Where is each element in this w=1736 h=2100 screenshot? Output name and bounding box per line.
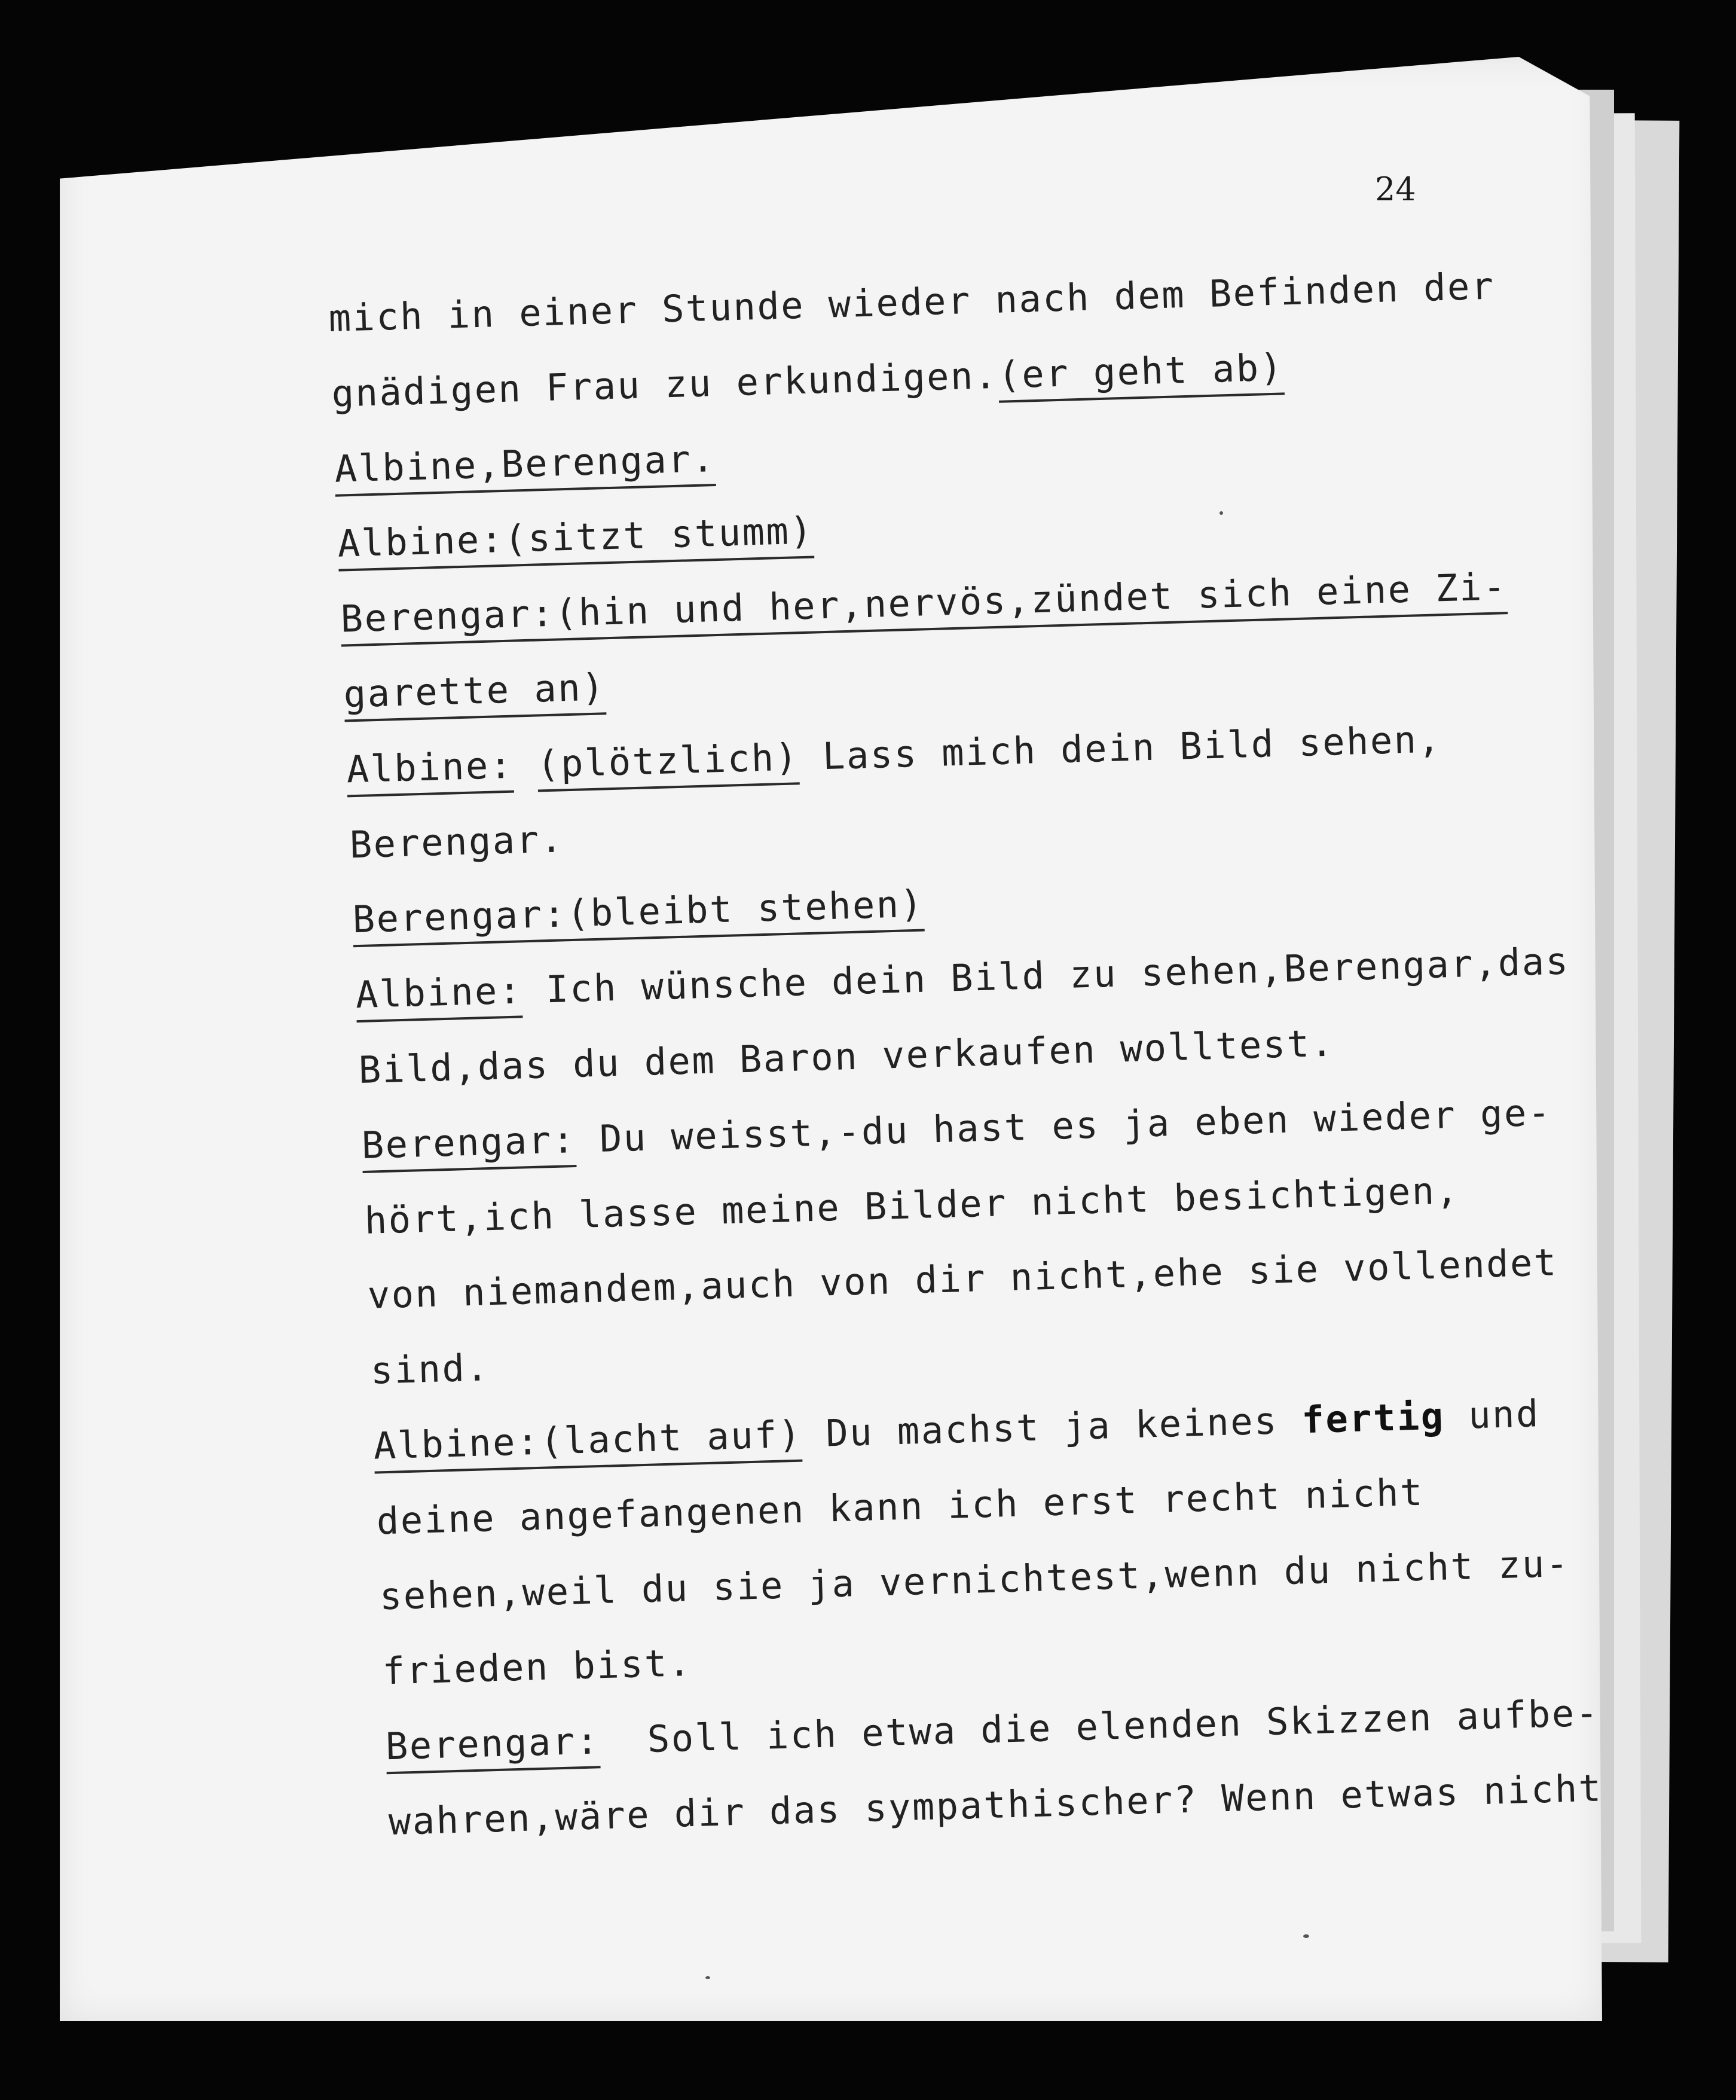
text-run: gnädigen Frau zu erkundigen. xyxy=(331,353,999,416)
text-run: von niemandem,auch von dir nicht,ehe sie vollendet xyxy=(366,1240,1558,1318)
underlined-text: Albine: xyxy=(346,743,514,797)
underlined-text: Berengar: xyxy=(361,1118,577,1173)
text-run: sehen,weil du sie ja vernichtest,wenn du nicht zu- xyxy=(378,1541,1570,1618)
speck xyxy=(705,1976,710,1979)
text-run xyxy=(512,742,537,786)
text-run: Ich wünsche dein Bild zu sehen,Berengar,das xyxy=(521,939,1570,1012)
underlined-text: Berengar:(hin und her,nervös,zündet sich eine Zi- xyxy=(340,564,1508,646)
text-run: hört,ich lasse meine Bilder nicht besichtigen, xyxy=(363,1168,1460,1243)
speck xyxy=(1303,1934,1309,1938)
text-run: Du machst ja keines xyxy=(801,1398,1303,1456)
text-run: wahren,wäre dir das sympathischer? Wenn etwas nicht xyxy=(387,1766,1603,1844)
underlined-text: Albine:(sitzt stumm) xyxy=(337,509,815,572)
text-run: Berengar. xyxy=(349,816,565,866)
text-run: frieden bist. xyxy=(381,1641,693,1693)
underlined-text: garette an) xyxy=(343,665,606,722)
text-run: und xyxy=(1444,1391,1541,1438)
underlined-text: Albine:(lacht auf) xyxy=(373,1412,803,1474)
underlined-text: (er geht ab) xyxy=(997,345,1284,402)
text-run: Bild,das du dem Baron verkaufen wolltest. xyxy=(357,1021,1335,1092)
text-run: mich in einer Stunde wieder nach dem Befinden der xyxy=(328,264,1496,340)
underlined-text: Albine,Berengar. xyxy=(334,437,716,497)
text-run: sind. xyxy=(369,1345,490,1393)
underlined-text: Berengar: xyxy=(385,1719,601,1774)
underlined-text: (plötzlich) xyxy=(536,735,799,792)
text-run: Lass mich dein Bild sehen, xyxy=(798,717,1442,779)
text-run: deine angefangenen kann ich erst recht nicht xyxy=(375,1470,1425,1543)
text-run: fertig xyxy=(1301,1394,1445,1442)
text-run: Soll ich etwa die elenden Skizzen aufbe- xyxy=(599,1690,1600,1763)
text-run: Du weisst,-du hast es ja eben wieder ge- xyxy=(575,1090,1552,1161)
underlined-text: Berengar:(bleibt stehen) xyxy=(352,882,925,948)
page-number: 24 xyxy=(1375,170,1416,208)
typed-text-body xyxy=(328,245,1686,1860)
underlined-text: Albine: xyxy=(355,969,523,1023)
